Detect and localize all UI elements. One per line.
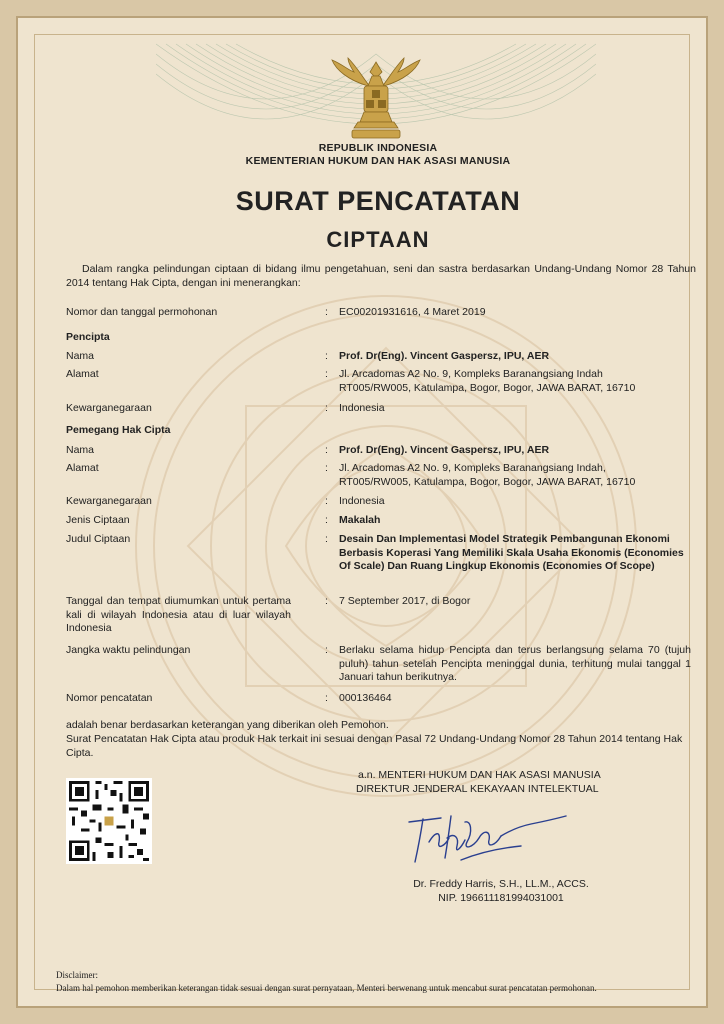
signatory-block [356,768,646,796]
holder-citizenship-value: Indonesia [339,495,385,507]
holder-address-label: Alamat [66,462,99,474]
work-published-label: Tanggal dan tempat diumumkan untuk pertama kali di wilayah Indonesia atau di luar wilayah Indonesia [66,595,291,634]
creator-address-line2: RT005/RW005, Katulampa, Bogor, Bogor, JAWA BARAT, 16710 [339,382,636,394]
creator-section-heading: Pencipta [66,331,110,343]
work-type-label: Jenis Ciptaan [66,514,130,526]
work-title-label: Judul Ciptaan [66,533,131,545]
colon: : [325,444,328,456]
signatory-name: Dr. Freddy Harris, S.H., LL.M., ACCS. [413,878,589,890]
colon: : [325,514,328,526]
colon: : [325,402,328,414]
colon: : [325,306,328,318]
colon: : [325,533,328,545]
colon: : [325,368,328,380]
work-title-value: Desain Dan Implementasi Model Strategik Pembangunan Ekonomi Berbasis Koperasi Yang Memiliki Skala Usaha Ekonomis (Economies Of Scale) Dan Ruang Lingkup Ekonomis (Economies Of Scope) [339,533,684,572]
qr-code-icon [66,778,152,864]
disclaimer-text: Dalam hal pemohon memberikan keterangan tidak sesuai dengan surat pernyataan, Menteri berwenang untuk mencabut surat pencatatan permohonan. [56,983,597,993]
holder-name-label: Nama [66,444,95,456]
work-published-value: 7 September 2017, di Bogor [339,595,471,607]
colon: : [325,495,328,507]
colon: : [325,462,328,474]
record-number-value: 000136464 [339,692,392,704]
creator-citizenship-value: Indonesia [339,402,385,414]
holder-name-value: Prof. Dr(Eng). Vincent Gaspersz, IPU, AER [339,444,550,456]
colon: : [325,350,328,362]
colon: : [325,595,328,607]
work-term-label: Jangka waktu pelindungan [66,644,191,656]
signatory-nip: NIP. 196611181994031001 [438,892,564,904]
holder-section-heading: Pemegang Hak Cipta [66,424,171,436]
creator-name-value: Prof. Dr(Eng). Vincent Gaspersz, IPU, AER [339,350,550,362]
garuda-emblem-icon [328,56,424,144]
disclaimer-heading: Disclaimer: [56,970,98,980]
creator-address-line1: Jl. Arcadomas A2 No. 9, Kompleks Baranangsiang Indah [339,368,603,380]
holder-address-line2: RT005/RW005, Katulampa, Bogor, Bogor, JAWA BARAT, 16710 [339,476,636,488]
intro-paragraph: Dalam rangka pelindungan ciptaan di bidang ilmu pengetahuan, seni dan sastra berdasarkan Undang-Undang Nomor 28 Tahun 2014 tentang Hak Cipta, dengan ini menerangkan: [66,263,696,289]
handwritten-signature [401,802,571,872]
document-subtitle: CIPTAAN [326,227,430,252]
record-number-label: Nomor pencatatan [66,692,153,704]
work-type-value: Makalah [339,514,381,526]
holder-citizenship-label: Kewarganegaraan [66,495,152,507]
application-label: Nomor dan tanggal permohonan [66,306,218,318]
ministry-name: KEMENTERIAN HUKUM DAN HAK ASASI MANUSIA [245,155,511,167]
legal-basis-statement: Surat Pencatatan Hak Cipta atau produk Hak terkait ini sesuai dengan Pasal 72 Undang-Undang Nomor 28 Tahun 2014 tentang Hak Cipta. [66,733,683,759]
holder-address-line1: Jl. Arcadomas A2 No. 9, Kompleks Baranangsiang Indah, [339,462,606,474]
work-term-value: Berlaku selama hidup Pencipta dan terus berlangsung selama 70 (tujuh puluh) tahun setelah Pencipta meninggal dunia, terhitung mulai tanggal 1 Januari tahun berikutnya. [339,644,691,683]
application-value: EC00201931616, 4 Maret 2019 [339,306,486,318]
creator-name-label: Nama [66,350,95,362]
closing-statement: adalah benar berdasarkan keterangan yang diberikan oleh Pemohon. [66,719,389,731]
on-behalf-line: a.n. MENTERI HUKUM DAN HAK ASASI MANUSIA [358,769,601,781]
creator-address-label: Alamat [66,368,99,380]
document-title: SURAT PENCATATAN [235,186,521,216]
colon: : [325,692,328,704]
creator-citizenship-label: Kewarganegaraan [66,402,152,414]
signatory-position: DIREKTUR JENDERAL KEKAYAAN INTELEKTUAL [356,783,599,795]
country-name: REPUBLIK INDONESIA [318,142,438,154]
colon: : [325,644,328,656]
